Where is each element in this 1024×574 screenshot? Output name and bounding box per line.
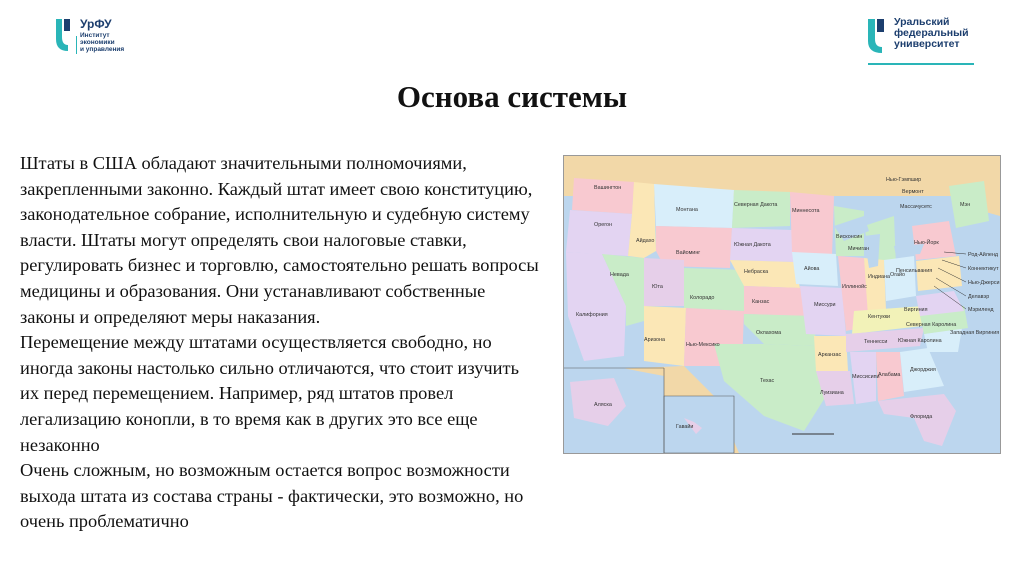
map-label: Нью-Йорк bbox=[914, 240, 939, 246]
logo-subtitle-line: и управления bbox=[80, 46, 125, 53]
map-label: Мэн bbox=[960, 202, 971, 208]
map-label: Мэриленд bbox=[968, 307, 994, 313]
map-label: Арканзас bbox=[818, 352, 842, 358]
map-label: Невада bbox=[610, 272, 629, 278]
logo-brand-text: УрФУ bbox=[80, 17, 112, 31]
map-label: Миссисипи bbox=[852, 374, 880, 380]
map-label: Айова bbox=[804, 266, 820, 272]
map-label: Северная Каролина bbox=[906, 322, 957, 328]
university-name bbox=[894, 17, 969, 50]
map-graphic bbox=[564, 156, 1000, 453]
logo-subtitle-line: экономики bbox=[80, 39, 115, 46]
map-label: Аляска bbox=[594, 402, 612, 408]
map-label: Пенсильвания bbox=[896, 268, 933, 274]
logo-divider bbox=[76, 36, 77, 54]
map-label: Кентукки bbox=[868, 314, 891, 320]
map-label: Северная Дакота bbox=[734, 202, 778, 208]
body-paragraph: Штаты в США обладают значительными полномочиями, закрепленными законно. Каждый штат имеет свою конституцию, законодательное собрание, исполнительную и судебную систему власти. Штаты могут определять свои налоговые ставки, регулировать бизнес и торговлю, самостоятельно решать вопросы медицины и образования. Они устанавливают собственные законы и определяют меры наказания. bbox=[20, 153, 539, 327]
logo-underline bbox=[868, 63, 974, 65]
map-label: Айдахо bbox=[636, 238, 655, 244]
map-label: Делавэр bbox=[968, 294, 990, 300]
map-label: Индиана bbox=[868, 274, 890, 280]
map-label: Вермонт bbox=[902, 189, 924, 195]
urfu-university-logo bbox=[866, 17, 996, 65]
map-label: Калифорния bbox=[576, 312, 608, 318]
us-states-map bbox=[563, 155, 1001, 454]
slide-body bbox=[20, 151, 540, 535]
map-label: Аризона bbox=[644, 337, 665, 343]
logo-subtitle-line: Институт bbox=[80, 32, 110, 39]
map-label: Нью-Гэмпшир bbox=[886, 177, 922, 183]
map-label: Вайоминг bbox=[676, 250, 701, 256]
map-label: Вашингтон bbox=[594, 185, 622, 191]
map-label: Миннесота bbox=[792, 208, 820, 214]
map-label: Техас bbox=[760, 378, 775, 384]
map-label: Монтана bbox=[676, 207, 698, 213]
map-label: Флорида bbox=[910, 414, 933, 420]
map-label: Луизиана bbox=[820, 390, 844, 396]
university-name-line: университет bbox=[894, 38, 960, 50]
map-label: Оклахома bbox=[756, 330, 782, 336]
map-label: Миссури bbox=[814, 302, 836, 308]
urfu-logo-mark-icon bbox=[866, 17, 888, 55]
map-label: Канзас bbox=[752, 299, 770, 305]
university-name-line: Уральский bbox=[894, 16, 950, 28]
map-label: Иллинойс bbox=[842, 284, 867, 290]
map-label: Мичиган bbox=[848, 246, 870, 252]
map-label: Нью-Мексико bbox=[686, 342, 720, 348]
map-label: Западная Виргиния bbox=[950, 330, 1000, 336]
map-label: Алабама bbox=[878, 372, 901, 378]
map-label: Род-Айленд bbox=[968, 252, 999, 258]
map-label: Орегон bbox=[594, 222, 613, 228]
map-label: Массачусетс bbox=[900, 204, 932, 210]
map-label: Колорадо bbox=[690, 295, 715, 301]
university-name-line: федеральный bbox=[894, 27, 969, 39]
map-label: Теннесси bbox=[864, 339, 888, 345]
map-label: Висконсин bbox=[836, 234, 863, 240]
map-label: Коннектикут bbox=[968, 266, 999, 272]
map-label: Нью-Джерси bbox=[968, 280, 1000, 286]
map-label: Гавайи bbox=[676, 424, 694, 430]
body-paragraph: Очень сложным, но возможным остается вопрос возможности выхода штата из состава страны - фактически, это возможно, но очень проблематично bbox=[20, 460, 524, 532]
map-label: Небраска bbox=[744, 269, 769, 275]
map-label: Огайо bbox=[890, 272, 906, 278]
logo-subtitle bbox=[80, 32, 160, 53]
map-label: Виргиния bbox=[904, 307, 928, 313]
map-label: Джорджия bbox=[910, 367, 936, 373]
body-paragraph: Перемещение между штатами осуществляется свободно, но иногда законы настолько сильно отличаются, что стоит изучить их перед перемещением. Например, ряд штатов провел легализацию конопли, в то время как в других это все еще незаконно bbox=[20, 332, 519, 455]
map-label: Южная Каролина bbox=[898, 338, 942, 344]
map-label: Юта bbox=[652, 284, 663, 290]
urfu-logo-mark-icon bbox=[54, 17, 74, 53]
slide-title: Основа системы bbox=[396, 79, 628, 114]
urfu-institute-logo bbox=[54, 17, 144, 57]
map-label: Южная Дакота bbox=[734, 242, 771, 248]
